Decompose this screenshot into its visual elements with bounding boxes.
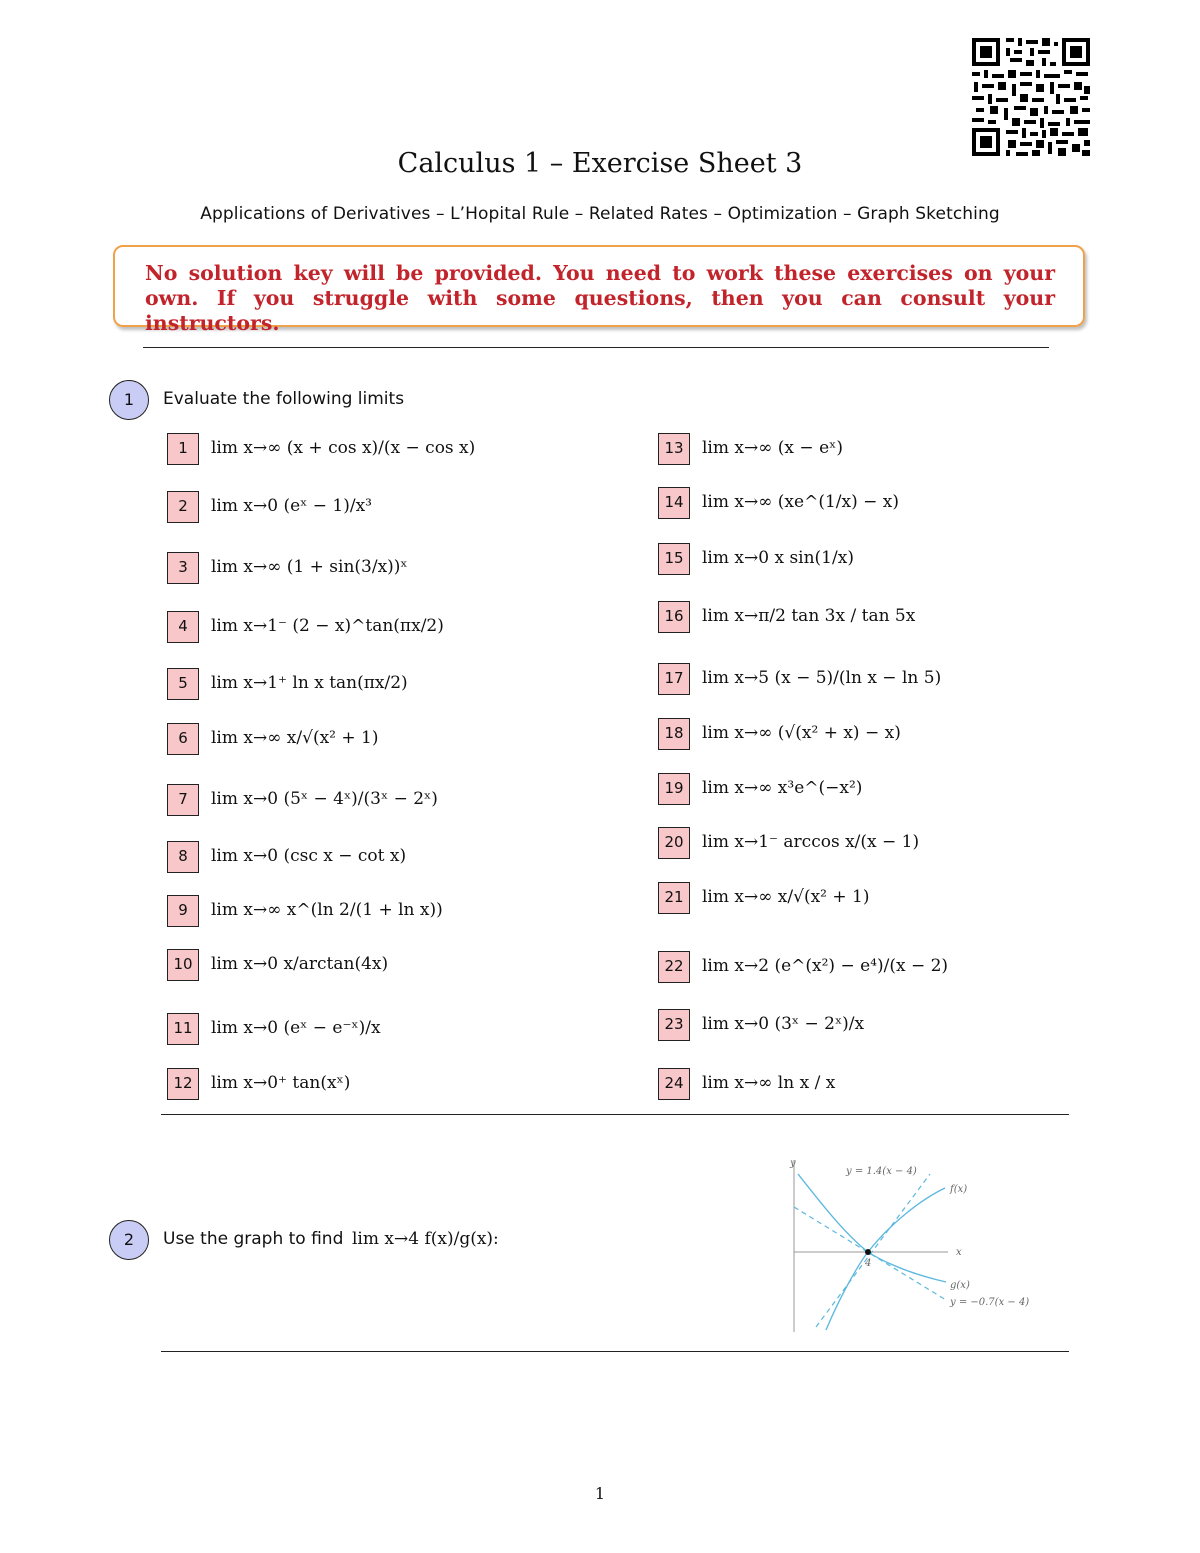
exercise-number-badge: 1 [167, 433, 199, 465]
limit-expression: lim x→∞ x/√(x² + 1) [211, 728, 379, 748]
question-number-badge: 1 [109, 380, 149, 420]
exercise-number-badge: 12 [167, 1068, 199, 1100]
g-curve [798, 1174, 946, 1282]
question-number-badge: 2 [109, 1220, 149, 1260]
divider-bottom [161, 1351, 1069, 1352]
divider-top [143, 347, 1049, 348]
exercise-number-badge: 16 [658, 601, 690, 633]
exercise-number-badge: 11 [167, 1013, 199, 1045]
exercise-number-badge: 9 [167, 895, 199, 927]
exercise-number-badge: 18 [658, 718, 690, 750]
intersection-point [865, 1249, 871, 1255]
question-prompt: Evaluate the following limits [163, 389, 405, 409]
page-title: Calculus 1 – Exercise Sheet 3 [397, 148, 803, 179]
exercise-number-badge: 2 [167, 491, 199, 523]
question-2-limit: lim x→4 f(x)/g(x): [352, 1229, 499, 1249]
exercise-number-badge: 21 [658, 882, 690, 914]
limit-expression: lim x→π/2 tan 3x / tan 5x [702, 606, 916, 626]
exercise-number-badge: 15 [658, 543, 690, 575]
limit-expression: lim x→1⁺ ln x tan(πx/2) [211, 673, 408, 693]
x-axis-label: x [956, 1247, 962, 1258]
limit-expression: lim x→∞ ln x / x [702, 1073, 836, 1093]
exercise-number-badge: 14 [658, 487, 690, 519]
limit-expression: lim x→1⁻ arccos x/(x − 1) [702, 832, 920, 852]
question-prompt: Use the graph to find [163, 1229, 344, 1249]
divider-middle [161, 1114, 1069, 1115]
limit-expression: lim x→∞ (x + cos x)/(x − cos x) [211, 438, 476, 458]
exercise-number-badge: 4 [167, 611, 199, 643]
tick-label: 4 [865, 1258, 872, 1269]
exercise-number-badge: 10 [167, 949, 199, 981]
f-curve [826, 1188, 945, 1330]
limit-expression: lim x→∞ (√(x² + x) − x) [702, 723, 901, 743]
notice-text: No solution key will be provided. You need to work these exercises on your own. If you struggle with some questions, then you can consult your instructors. [145, 261, 1055, 335]
qr-code-image [970, 36, 1092, 158]
exercise-number-badge: 5 [167, 668, 199, 700]
page-number: 1 [594, 1484, 606, 1503]
exercise-number-badge: 22 [658, 951, 690, 983]
g-label: g(x) [950, 1280, 970, 1291]
notice-box [113, 245, 1085, 335]
limit-expression: lim x→0 x/arctan(4x) [211, 954, 389, 974]
limit-expression: lim x→0 (eˣ − 1)/x³ [211, 496, 372, 516]
exercise-number-badge: 19 [658, 773, 690, 805]
limit-expression: lim x→0 (eˣ − e⁻ˣ)/x [211, 1018, 381, 1038]
exercise-number-badge: 3 [167, 552, 199, 584]
limit-expression: lim x→0 x sin(1/x) [702, 548, 854, 568]
exercise-number-badge: 8 [167, 841, 199, 873]
limit-expression: lim x→2 (e^(x²) − e⁴)/(x − 2) [702, 956, 949, 976]
tangent-f-label: y = 1.4(x − 4) [846, 1166, 917, 1177]
exercise-number-badge: 24 [658, 1068, 690, 1100]
limit-expression: lim x→5 (x − 5)/(ln x − ln 5) [702, 668, 942, 688]
limit-expression: lim x→0 (csc x − cot x) [211, 846, 407, 866]
limit-expression: lim x→∞ (xe^(1/x) − x) [702, 492, 899, 512]
exercise-number-badge: 17 [658, 663, 690, 695]
tangent-f-line [816, 1174, 930, 1327]
limit-expression: lim x→0⁺ tan(xˣ) [211, 1073, 351, 1093]
limit-expression: lim x→∞ x/√(x² + 1) [702, 887, 870, 907]
limit-expression: lim x→∞ (1 + sin(3/x))ˣ [211, 557, 408, 577]
exercise-number-badge: 6 [167, 723, 199, 755]
tangent-g-label: y = −0.7(x − 4) [950, 1297, 1030, 1308]
limit-expression: lim x→∞ x^(ln 2/(1 + ln x)) [211, 900, 443, 920]
f-label: f(x) [950, 1184, 968, 1195]
y-axis-label: y [790, 1158, 796, 1169]
limit-expression: lim x→∞ x³e^(−x²) [702, 778, 863, 798]
limit-expression: lim x→0 (5ˣ − 4ˣ)/(3ˣ − 2ˣ) [211, 789, 438, 809]
page-subtitle: Applications of Derivatives – L’Hopital Rule – Related Rates – Optimization – Graph Sketching [200, 204, 1000, 224]
limit-expression: lim x→0 (3ˣ − 2ˣ)/x [702, 1014, 865, 1034]
limit-expression: lim x→1⁻ (2 − x)^tan(πx/2) [211, 616, 444, 636]
limit-expression: lim x→∞ (x − eˣ) [702, 438, 843, 458]
exercise-number-badge: 7 [167, 784, 199, 816]
function-graph [780, 1152, 1070, 1337]
exercise-number-badge: 13 [658, 433, 690, 465]
exercise-number-badge: 23 [658, 1009, 690, 1041]
exercise-number-badge: 20 [658, 827, 690, 859]
